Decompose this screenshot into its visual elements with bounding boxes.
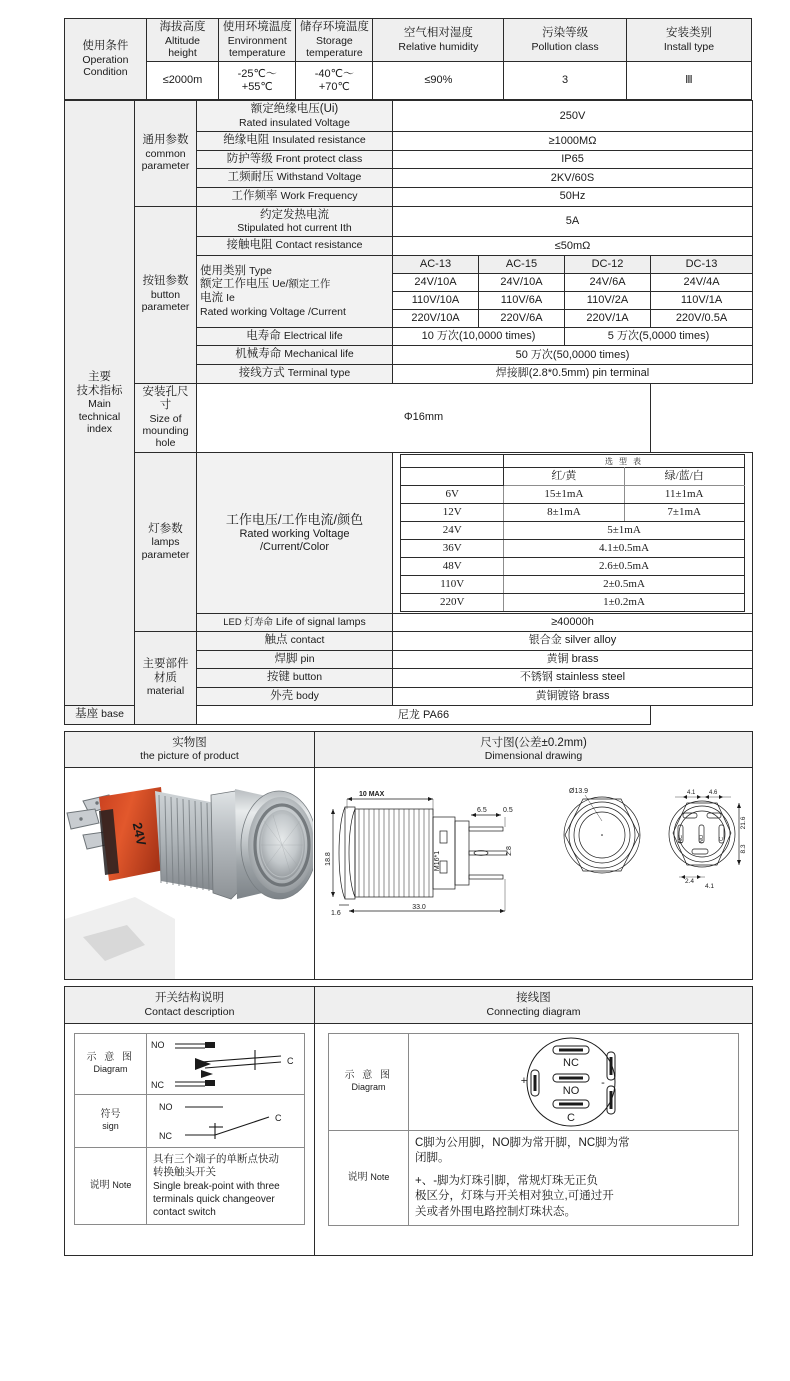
rear-terminal-c: C [719,836,725,841]
pinout-label-no: NO [562,1084,580,1097]
selection-current-12v-red-yellow: 8±1mA [504,504,624,522]
dim-body-height: 18.8 [325,851,332,866]
row-stipulated-hot-current [65,206,753,237]
rating-dc12-24v: 24V/6A [565,273,651,291]
contact-row-diagram [75,1033,305,1094]
symbol-label-c: C [275,1112,282,1123]
lamp-selection-table-cell [393,452,753,613]
selection-row-48v [401,558,745,576]
dimensional-drawing [315,769,751,979]
selection-row-110v [401,576,745,594]
label-withstand-voltage: 工频耐压 Withstand Voltage [197,169,393,188]
column-header-install-type: 安装类别 Install type [626,19,751,62]
rating-header-dc13: DC-13 [651,256,753,274]
label-rated-insulated-voltage: 额定绝缘电压(Ui) Rated insulated Voltage [197,101,393,132]
selection-voltage-110v: 110V [401,576,504,594]
contact-diagram-cell [147,1033,305,1094]
label-stipulated-hot-current: 约定发热电流 Stipulated hot current Ith [197,206,393,237]
selection-current-24v: 5±1mA [504,522,745,540]
rating-dc12-110v: 110V/2A [565,291,651,309]
connecting-diagram-header: 接线图 Connecting diagram [315,987,753,1024]
label-material-contact: 触点 contact [197,631,393,650]
row-mounting-hole-size [65,383,753,452]
column-header-relative-humidity: 空气相对湿度 Relative humidity [373,19,504,62]
column-header-storage-temperature: 储存环境温度 Storage temperature [296,19,373,62]
value-relative-humidity: ≤90% [373,62,504,100]
contact-description-header: 开关结构说明 Contact description [65,987,315,1024]
value-front-protect-class: IP65 [393,150,753,169]
contact-symbol-diagram [149,1097,299,1145]
contact-note-text: 具有三个端子的单断点快动 转换触头开关 Single break-point with three terminals quick changeover contact switch [147,1147,305,1224]
connecting-pinout-diagram [411,1036,731,1128]
selection-voltage-48v: 48V [401,558,504,576]
contact-mechanism-diagram [149,1036,299,1092]
group-label-common-parameter: 通用参数 common parameter [135,101,197,206]
row-rated-insulated-voltage [65,101,753,132]
value-mounting-hole-size: Φ16mm [197,383,651,452]
selection-voltage-24v: 24V [401,522,504,540]
lamp-selection-table [400,454,745,612]
pinout-label-plus: + [520,1074,528,1087]
rating-dc13-24v: 24V/4A [651,273,753,291]
dimension-panel-header: 尺寸图(公差±0.2mm) Dimensional drawing [315,731,753,768]
contact-description-cell [65,1023,315,1255]
selection-voltage-36v: 36V [401,540,504,558]
value-work-frequency: 50Hz [393,187,753,206]
connecting-diagram-cell [315,1023,753,1255]
value-rated-insulated-voltage: 250V [393,101,753,132]
main-technical-index-table [64,100,753,724]
rating-ac13-110v: 110V/10A [393,291,479,309]
contact-description-table [74,1033,305,1225]
photo-label-voltage: 24V [129,820,150,847]
value-terminal-type: 焊接脚(2.8*0.5mm) pin terminal [393,365,753,384]
contact-label-c: C [287,1055,294,1066]
value-stipulated-hot-current: 5A [393,206,753,237]
connecting-note-text: C脚为公用脚，NO脚为常开脚，NC脚为常 闭脚。 +、-脚为灯珠引脚，常规灯珠无正负 极区分，灯珠与开关相对独立,可通过开 关或者外围电路控制灯珠状态。 [409,1130,739,1226]
dim-rear-height: 21.6 [740,816,747,830]
value-material-body: 黄铜镀铬 brass [393,687,753,706]
selection-row-12v [401,504,745,522]
connecting-row-diagram [329,1033,739,1130]
label-mechanical-life: 机械寿命 Mechanical life [197,346,393,365]
selection-voltage-6v: 6V [401,486,504,504]
label-material-button: 按键 button [197,669,393,688]
rating-header-dc12: DC-12 [565,256,651,274]
label-contact-resistance: 接触电阻 Contact resistance [197,237,393,256]
dim-max-height: 10 MAX [359,790,385,798]
label-mounting-hole-size: 安装孔尺寸 Size of mounding hole [135,383,197,452]
dim-rear-bottom2: 4.1 [705,882,715,890]
group-label-material: 主要部件 材质 material [135,631,197,724]
value-altitude: ≤2000m [146,62,218,100]
selection-header-green-blue-white: 绿/蓝/白 [624,468,744,486]
selection-current-110v: 2±0.5mA [504,576,745,594]
selection-voltage-220v: 220V [401,594,504,612]
dim-thread: M16*1 [434,850,441,871]
product-photo-cell [65,768,315,980]
contact-row-note [75,1147,305,1224]
value-electrical-life-ac: 10 万次(10,0000 times) [393,327,565,346]
group-label-lamps-parameter: 灯参数 lamps parameter [135,452,197,631]
label-material-body: 外壳 body [197,687,393,706]
connecting-row-note [329,1130,739,1226]
label-lamp-working-voltage: 工作电压/工作电流/颜色 Rated working Voltage /Current/Color [197,452,393,613]
dimensional-drawing-cell [315,768,753,980]
operation-condition-header-row [65,19,752,62]
dim-front-diameter: Ø13.9 [569,787,589,795]
dim-pin-offset: 6.5 [477,806,487,814]
column-header-altitude: 海拔高度 Altitude height [146,19,218,62]
value-material-contact: 银合金 silver alloy [393,631,753,650]
rating-dc13-220v: 220V/0.5A [651,309,753,327]
selection-row-36v [401,540,745,558]
value-led-life: ≥40000h [393,614,753,632]
operation-condition-label: 使用条件 Operation Condition [65,19,147,100]
label-front-protect-class: 防护等级 Front protect class [197,150,393,169]
column-header-pollution-class: 污染等级 Pollution class [504,19,627,62]
pinout-label-minus: - [601,1076,605,1089]
value-material-pin: 黄铜 brass [393,650,753,669]
selection-current-48v: 2.6±0.5mA [504,558,745,576]
picture-panel-header: 实物图 the picture of product [65,731,315,768]
contact-label-no: NO [151,1039,165,1050]
dim-rear-bottom1: 2.4 [685,877,695,885]
selection-row-220v [401,594,745,612]
rating-dc12-220v: 220V/1A [565,309,651,327]
contact-symbol-cell [147,1094,305,1147]
connecting-label-diagram: 示 意 图 Diagram [329,1033,409,1130]
selection-row-24v [401,522,745,540]
pinout-label-nc: NC [563,1056,579,1069]
label-terminal-type: 接线方式 Terminal type [197,365,393,384]
label-rated-working-voltage-current: 使用类别 Type 额定工作电压 Ue/额定工作 电流 Ie Rated working Voltage /Current [197,256,393,328]
rating-header-ac15: AC-15 [479,256,565,274]
rating-dc13-110v: 110V/1A [651,291,753,309]
contact-connecting-header-row [65,987,753,1024]
dim-rear-width: 8.3 [740,844,747,854]
value-contact-resistance: ≤50mΩ [393,237,753,256]
selection-current-6v-green-blue-white: 11±1mA [624,486,744,504]
selection-table-title: 选 型 表 [504,454,745,467]
rating-ac15-24v: 24V/10A [479,273,565,291]
value-withstand-voltage: 2KV/60S [393,169,753,188]
rating-ac13-24v: 24V/10A [393,273,479,291]
rating-ac15-220v: 220V/6A [479,309,565,327]
rating-ac15-110v: 110V/6A [479,291,565,309]
symbol-label-no: NO [159,1101,173,1112]
rear-terminal-nc: NC [678,834,684,843]
contact-connecting-panel [64,986,753,1256]
contact-label-diagram: 示 意 图 Diagram [75,1033,147,1094]
rating-ac13-220v: 220V/10A [393,309,479,327]
contact-label-note: 说明 Note [75,1147,147,1224]
selection-current-220v: 1±0.2mA [504,594,745,612]
value-electrical-life-dc: 5 万次(5,0000 times) [565,327,753,346]
picture-dimension-panel [64,731,753,981]
label-work-frequency: 工作频率 Work Frequency [197,187,393,206]
label-insulated-resistance: 绝缘电阻 Insulated resistance [197,132,393,151]
row-lamp-working-voltage [65,452,753,613]
selection-table-header-row [401,468,745,486]
main-technical-index-label: 主要 技术指标 Main technical index [65,101,135,706]
value-install-type: Ⅲ [626,62,751,100]
value-material-base: 尼龙 PA66 [197,706,651,725]
dim-rear-pin-spacing-top: 4.1 [687,789,696,796]
rear-terminal-no: NO [699,834,705,843]
value-storage-temperature: -40℃～ +70℃ [296,62,373,100]
label-electrical-life: 电寿命 Electrical life [197,327,393,346]
contact-label-nc: NC [151,1079,164,1090]
contact-label-sign: 符号 sign [75,1094,147,1147]
value-insulated-resistance: ≥1000MΩ [393,132,753,151]
label-material-base: 基座 base [65,706,135,725]
dim-total-length: 33.0 [412,903,426,911]
selection-current-6v-red-yellow: 15±1mA [504,486,624,504]
pinout-label-c: C [567,1111,575,1124]
dim-rear-pin-spacing: 4.6 [709,789,718,796]
value-pollution-class: 3 [504,62,627,100]
picture-dimension-content-row [65,768,753,980]
connecting-diagram-table [328,1033,739,1227]
value-environment-temperature: -25℃～ +55℃ [219,62,296,100]
product-photo [65,769,313,979]
value-material-button: 不锈钢 stainless steel [393,669,753,688]
dim-pin-width: 2.8 [506,845,513,856]
dim-pin-gap: 0.5 [503,806,513,814]
label-material-pin: 焊脚 pin [197,650,393,669]
label-led-life: LED 灯寿命 Life of signal lamps [197,614,393,632]
value-mechanical-life: 50 万次(50,0000 times) [393,346,753,365]
selection-current-36v: 4.1±0.5mA [504,540,745,558]
symbol-label-nc: NC [159,1130,172,1141]
dim-flange-thickness: 1.6 [331,909,341,917]
row-material-contact [65,631,753,650]
operation-condition-table [64,18,752,100]
column-header-environment-temperature: 使用环境温度 Environment temperature [219,19,296,62]
connecting-label-note: 说明 Note [329,1130,409,1226]
selection-table-title-row [401,454,745,467]
selection-row-6v [401,486,745,504]
rating-header-ac13: AC-13 [393,256,479,274]
group-label-button-parameter: 按钮参数 button parameter [135,206,197,383]
selection-current-12v-green-blue-white: 7±1mA [624,504,744,522]
contact-row-sign [75,1094,305,1147]
selection-header-red-yellow: 红/黄 [504,468,624,486]
picture-dimension-header-row [65,731,753,768]
connecting-pinout-cell [409,1033,739,1130]
operation-condition-value-row [65,62,752,100]
contact-connecting-content-row [65,1023,753,1255]
selection-voltage-12v: 12V [401,504,504,522]
